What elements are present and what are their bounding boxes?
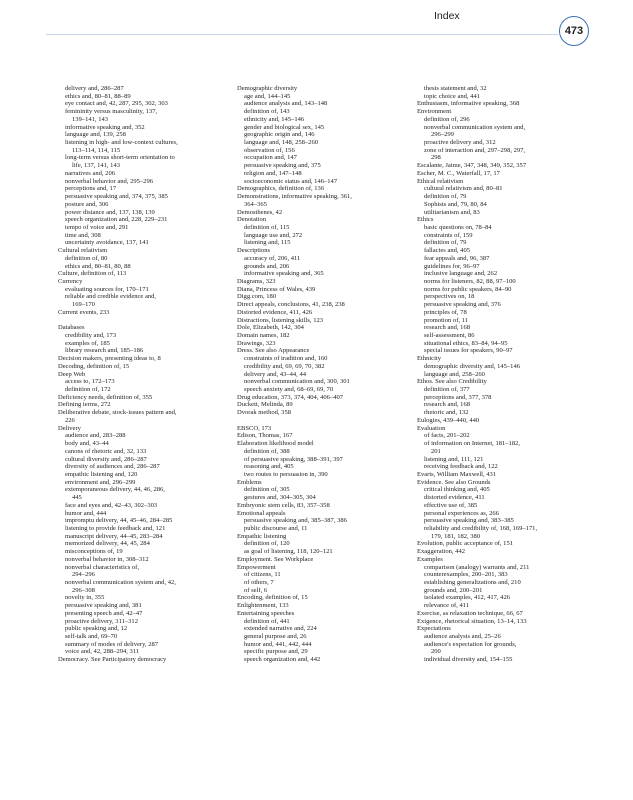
index-subentry: speech organization and, 442: [244, 656, 321, 664]
index-subentry: ethics and, 80–81, 88–89: [65, 92, 131, 100]
index-entry: Employment. See Workplace: [237, 555, 314, 563]
index-subentry: memorized delivery, 44, 45, 284: [65, 540, 150, 548]
index-entry: Deficiency needs, definition of, 355: [58, 393, 153, 401]
index-entry: Elaboration likelihood model: [237, 440, 314, 448]
index-subentry: gender and biological sex, 145: [244, 123, 325, 131]
index-subentry: gestures and, 304–305, 304: [244, 494, 316, 502]
index-subentry: environment and, 296–299: [65, 478, 136, 486]
index-column-2: [237, 85, 419, 664]
index-entry: Dress. See also Appearance: [237, 347, 310, 355]
index-subentry: geographic origin and, 146: [244, 131, 315, 139]
index-subentry: general purpose and, 26: [244, 633, 307, 641]
index-subentry: definition of, 80: [65, 254, 108, 262]
index-subentry: credibility and, 173: [65, 332, 117, 339]
index-subentry: inclusive language and, 262: [424, 270, 498, 278]
index-entry: Entertaining speeches: [237, 609, 295, 617]
index-subentry: definition of, 441: [244, 617, 290, 625]
index-entry: Empowerment: [237, 563, 276, 571]
index-entry: Domain names, 182: [237, 332, 290, 339]
index-entry: Decision makers, presenting ideas to, 8: [58, 355, 161, 363]
index-subentry: eye contact and, 42, 287, 295, 302, 303: [65, 100, 168, 108]
index-subentry: delivery and, 43–44, 44: [244, 370, 307, 378]
index-subentry: 201: [431, 447, 441, 455]
index-subentry: proactive delivery and, 312: [424, 139, 496, 147]
index-entry: Digg.com, 180: [237, 293, 277, 301]
index-entry: Current events, 233: [58, 308, 110, 316]
index-subentry: grounds and, 200–201: [424, 586, 483, 594]
index-subentry: humor and, 444: [65, 509, 107, 517]
index-entry: Dole, Elizabeth, 142, 304: [237, 324, 304, 332]
index-subentry: utilitarianism and, 83: [424, 208, 480, 216]
index-subentry: 298: [431, 154, 441, 162]
index-subentry: persuasive speaking and, 376: [424, 301, 501, 309]
index-subentry: situational ethics, 83–84, 94–95: [424, 339, 508, 347]
index-entry: Demographic diversity: [237, 85, 298, 92]
index-subentry: credibility and, 69, 69, 70, 382: [244, 362, 325, 370]
index-subentry: topic choice and, 441: [424, 92, 480, 100]
index-subentry: 113–114, 114, 115: [72, 146, 121, 154]
index-entry: Encoding, definition of, 15: [237, 594, 308, 602]
index-subentry: ethics and, 80–81, 80, 88: [65, 262, 131, 270]
index-subentry: definition of, 143: [244, 108, 290, 116]
index-entry: Emblems: [237, 478, 262, 486]
index-subentry: humor and, 441, 442, 444: [244, 640, 312, 648]
index-subentry: relevance of, 411: [424, 602, 470, 610]
index-subentry: definition of, 172: [65, 386, 111, 394]
index-subentry: persuasive speaking and, 383–385: [424, 517, 514, 525]
index-subentry: library research and, 185–186: [65, 347, 144, 355]
index-subentry: individual diversity and, 154–155: [424, 656, 513, 664]
index-entry: EBSCO, 173: [237, 424, 272, 432]
index-subentry: cultural diversity and, 286–287: [65, 455, 147, 463]
index-entry: Deliberative debate, stock-issues pattern and,: [58, 409, 177, 417]
index-subentry: listening and, 111, 121: [424, 455, 484, 463]
index-subentry: perspectives on, 18: [424, 293, 475, 301]
index-subentry: 294–296: [72, 571, 95, 579]
page-number: 473: [564, 25, 584, 37]
index-subentry: diversity of audiences and, 286–287: [65, 463, 160, 471]
page-number-badge: [559, 16, 589, 46]
index-entry: Enthusiasm, informative speaking, 368: [417, 100, 520, 108]
index-subentry: time and, 308: [65, 231, 101, 239]
index-subentry: definition of, 79: [424, 193, 467, 201]
index-column-1: [58, 85, 240, 664]
index-subentry: public discourse and, 11: [244, 524, 308, 532]
index-subentry: critical thinking and, 405: [424, 486, 490, 494]
index-entry: Direct appeals, conclusions, 41, 238, 238: [237, 301, 345, 309]
index-subentry: definition of, 79: [424, 239, 467, 247]
index-subentry: nonverbal characteristics of,: [65, 563, 139, 571]
index-subentry: isolated examples, 412, 417, 426: [424, 594, 511, 602]
index-subentry: language use and, 272: [244, 231, 303, 239]
index-entry: Emotional appeals: [237, 509, 286, 517]
index-entry: Edison, Thomas, 167: [237, 432, 293, 440]
index-subentry: manuscript delivery, 44–45, 283–284: [65, 532, 163, 540]
index-subentry: promotion of, 11: [424, 316, 468, 324]
index-subentry: cultural relativism and, 80–81: [424, 185, 503, 193]
index-subentry: tempo of voice and, 291: [65, 223, 129, 231]
index-entry: Distractions, listening skills, 123: [237, 316, 324, 324]
index-subentry: thesis statement and, 32: [424, 85, 487, 92]
index-subentry: constraints of, 159: [424, 231, 473, 239]
index-subentry: delivery and, 286–287: [65, 85, 124, 92]
index-subentry: 445: [72, 494, 82, 502]
index-subentry: speech anxiety and, 68–69, 69, 70: [244, 386, 334, 394]
index-subentry: listening and, 115: [244, 239, 291, 247]
index-subentry: language and, 139, 258: [65, 131, 126, 139]
index-subentry: effective use of, 385: [424, 501, 478, 509]
index-entry: Exigence, rhetorical situation, 13–14, 133: [417, 617, 527, 625]
index-subentry: 139–141, 143: [72, 115, 109, 123]
index-subentry: as goal of listening, 118, 120–121: [244, 548, 333, 556]
index-subentry: constraints of tradition and, 160: [244, 355, 328, 363]
index-subentry: age and, 144–145: [244, 92, 291, 100]
index-subentry: occupation and, 147: [244, 154, 297, 162]
index-subentry: informative speaking and, 365: [244, 270, 324, 278]
index-subentry: basic questions on, 78–84: [424, 223, 492, 231]
index-entry: Embryonic stem cells, 83, 357–358: [237, 501, 330, 509]
index-subentry: canons of rhetoric and, 32, 133: [65, 447, 147, 455]
index-entry: Diagrams, 323: [237, 277, 276, 285]
index-subentry: informative speaking and, 352: [65, 123, 145, 131]
index-subentry: establishing generalizations and, 210: [424, 579, 521, 586]
index-subentry: definition of, 377: [424, 386, 470, 394]
index-subentry: observation of, 156: [244, 146, 295, 154]
index-subentry: zone of interaction and, 297–298, 297,: [424, 146, 526, 154]
index-subentry: nonverbal communication and, 300, 301: [244, 378, 350, 386]
index-subentry: fallacies and, 405: [424, 247, 470, 255]
index-entry: Ethnicity: [417, 355, 442, 363]
index-subentry: proactive delivery, 311–312: [65, 617, 138, 625]
index-subentry: 226: [65, 416, 75, 424]
index-subentry: nonverbal communication system and,: [424, 123, 526, 131]
index-subentry: principles of, 78: [424, 308, 467, 316]
index-subentry: femininity versus masculinity, 137,: [65, 108, 158, 116]
index-subentry: definition of, 388: [244, 447, 290, 455]
index-subentry: extended narrative and, 224: [244, 625, 317, 633]
index-subentry: comparison (analogy) warrants and, 211: [424, 563, 530, 571]
index-subentry: self-assessment, 86: [424, 332, 475, 339]
header-rule: [46, 34, 558, 35]
index-entry: Evidence. See also Grounds: [417, 478, 491, 486]
index-subentry: perceptions and, 377, 378: [424, 393, 492, 401]
index-entry: Duckett, Melinda, 89: [237, 401, 293, 409]
section-gap: [58, 317, 240, 325]
index-subentry: of information on Internet, 181–182,: [424, 440, 521, 448]
index-subentry: 364–365: [244, 200, 267, 208]
index-subentry: nonverbal communication system and, 42,: [65, 579, 176, 586]
index-subentry: power distance and, 137, 138, 139: [65, 208, 155, 216]
index-entry: Escalante, Jaime, 347, 348, 349, 352, 357: [417, 162, 527, 170]
index-subentry: grounds and, 206: [244, 262, 290, 270]
index-subentry: socioeconomic status and, 146–147: [244, 177, 338, 185]
index-subentry: reasoning and, 405: [244, 463, 294, 471]
index-subentry: 179, 181, 182, 380: [431, 532, 481, 540]
index-subentry: audience and, 283–288: [65, 432, 126, 440]
index-column-3: [417, 85, 599, 664]
index-subentry: uncertainty avoidance, 137, 141: [65, 239, 149, 247]
index-subentry: empathic listening and, 120: [65, 470, 138, 478]
index-entry: Decoding, definition of, 15: [58, 362, 130, 370]
index-entry: Evolution, public acceptance of, 151: [417, 540, 513, 548]
index-subentry: body and, 43–44: [65, 440, 109, 448]
index-subentry: voice and, 42, 288–294, 311: [65, 648, 140, 656]
index-entry: Databases: [58, 324, 85, 332]
index-entry: Evarts, William Maxwell, 431: [417, 470, 497, 478]
index-entry: Denotation: [237, 216, 267, 224]
index-subentry: audience analysis and, 143–148: [244, 100, 328, 108]
index-entry: Exercise, as relaxation technique, 66, 67: [417, 609, 523, 617]
index-subentry: rhetoric and, 132: [424, 409, 469, 417]
index-subentry: persuasive speaking and, 381: [65, 602, 142, 610]
index-subentry: listening in high- and low-context cultures,: [65, 139, 178, 147]
index-subentry: of facts, 201–202: [424, 432, 470, 440]
index-entry: Drawings, 323: [237, 339, 276, 347]
index-subentry: persuasive speaking and, 374, 375, 385: [65, 193, 168, 201]
index-subentry: of citizens, 11: [244, 571, 281, 579]
index-subentry: 296–308: [72, 586, 95, 594]
index-entry: Delivery: [58, 424, 81, 432]
index-subentry: nonverbal behavior and, 295–296: [65, 177, 153, 185]
index-subentry: receiving feedback and, 122: [424, 463, 498, 471]
index-subentry: access to, 172–173: [65, 378, 115, 386]
index-subentry: counterexamples, 200–201, 383: [424, 571, 508, 579]
index-subentry: fear appeals and, 96, 387: [424, 254, 490, 262]
index-subentry: self-talk and, 69–70: [65, 633, 118, 641]
index-subentry: ethnicity and, 145–146: [244, 115, 305, 123]
index-subentry: two routes to persuasion in, 390: [244, 470, 328, 478]
index-subentry: nonverbal behavior in, 308–312: [65, 555, 149, 563]
index-entry: Eulogies, 439–440, 440: [417, 416, 480, 424]
index-entry: Currency: [58, 277, 83, 285]
index-subentry: misconceptions of, 19: [65, 548, 123, 556]
index-subentry: life, 137, 141, 143: [72, 162, 121, 170]
section-gap: [237, 417, 419, 425]
index-entry: Demonstrations, informative speaking, 361,: [237, 193, 352, 201]
index-entry: Ethical relativism: [417, 177, 464, 185]
index-subentry: speech organization and, 228, 229–231: [65, 216, 168, 224]
index-subentry: face and eyes and, 42–43, 302–303: [65, 501, 158, 509]
index-subentry: 296–299: [431, 131, 454, 139]
index-subentry: language and, 258–260: [424, 370, 485, 378]
index-subentry: narratives and, 206: [65, 169, 115, 177]
index-subentry: extemporaneous delivery, 44, 46, 286,: [65, 486, 165, 494]
index-subentry: reliability and credibility of, 168, 169–171,: [424, 524, 538, 532]
index-subentry: presenting speech and, 42–47: [65, 609, 143, 617]
index-subentry: research and, 168: [424, 401, 470, 409]
index-subentry: demographic diversity and, 145–146: [424, 362, 521, 370]
index-subentry: impromptu delivery, 44, 45–46, 284–285: [65, 517, 173, 525]
index-subentry: novelty in, 355: [65, 594, 105, 602]
index-subentry: 169–170: [72, 301, 95, 309]
index-subentry: of persuasive speaking, 388–391, 397: [244, 455, 343, 463]
index-subentry: language and, 148, 258–260: [244, 139, 319, 147]
index-entry: Enlightenment, 133: [237, 602, 289, 610]
index-subentry: special issues for speakers, 90–97: [424, 347, 513, 355]
index-subentry: public speaking and, 12: [65, 625, 128, 633]
index-entry: Democracy. See Participatory democracy: [58, 656, 167, 664]
index-subentry: norms for public speakers, 84–90: [424, 285, 512, 293]
index-entry: Demosthenes, 42: [237, 208, 283, 216]
running-head: Index: [434, 10, 460, 22]
index-subentry: guidelines for, 96–97: [424, 262, 480, 270]
index-subentry: 200: [431, 648, 441, 656]
index-entry: Descriptions: [237, 247, 271, 255]
index-subentry: specific purpose and, 29: [244, 648, 308, 656]
index-subentry: norms for listeners, 82, 88, 97–100: [424, 277, 516, 285]
index-entry: Escher, M. C., Waterfall, 17, 17: [417, 169, 500, 177]
index-entry: Culture, definition of, 113: [58, 270, 127, 278]
index-subentry: posture and, 306: [65, 200, 109, 208]
index-subentry: evaluating sources for, 170–171: [65, 285, 149, 293]
index-subentry: audience's expectation for grounds,: [424, 640, 517, 648]
index-subentry: distorted evidence, 411: [424, 494, 485, 502]
index-entry: Ethics: [417, 216, 434, 224]
index-subentry: reliable and credible evidence and,: [65, 293, 157, 301]
index-subentry: definition of, 305: [244, 486, 290, 494]
index-entry: Empathic listening: [237, 532, 287, 540]
index-subentry: of others, 7: [244, 579, 274, 586]
index-subentry: audience analysis and, 25–26: [424, 633, 501, 641]
index-subentry: of self, 6: [244, 586, 268, 594]
index-subentry: long-term versus short-term orientation to: [65, 154, 175, 162]
index-subentry: religion and, 147–148: [244, 169, 302, 177]
index-entry: Drug education, 373, 374, 404, 406–407: [237, 393, 344, 401]
index-entry: Cultural relativism: [58, 247, 108, 255]
index-subentry: definition of, 120: [244, 540, 290, 548]
index-entry: Environment: [417, 108, 452, 116]
index-entry: Expectations: [417, 625, 451, 633]
index-entry: Deep Web: [58, 370, 86, 378]
index-entry: Ethos. See also Credibility: [417, 378, 487, 386]
index-subentry: summary of modes of delivery, 287: [65, 640, 159, 648]
index-entry: Diana, Princess of Wales, 439: [237, 285, 316, 293]
index-entry: Evaluation: [417, 424, 446, 432]
index-subentry: persuasive speaking and, 375: [244, 162, 321, 170]
index-subentry: definition of, 296: [424, 115, 470, 123]
index-subentry: accuracy of, 206, 411: [244, 254, 301, 262]
index-entry: Distorted evidence, 411, 426: [237, 308, 313, 316]
index-entry: Examples: [417, 555, 443, 563]
index-subentry: listening to provide feedback and, 121: [65, 524, 166, 532]
index-entry: Demographics, definition of, 136: [237, 185, 325, 193]
index-entry: Defining terms, 272: [58, 401, 111, 409]
index-subentry: research and, 168: [424, 324, 470, 332]
index-subentry: persuasive speaking and, 385–387, 386: [244, 517, 347, 525]
index-subentry: Sophists and, 79, 80, 84: [424, 200, 487, 208]
index-entry: Exaggeration, 442: [417, 548, 465, 556]
index-entry: Dvorak method, 358: [237, 409, 292, 417]
index-subentry: examples of, 185: [65, 339, 110, 347]
index-subentry: perceptions and, 17: [65, 185, 117, 193]
index-subentry: definition of, 115: [244, 223, 290, 231]
index-subentry: personal experiences as, 266: [424, 509, 499, 517]
